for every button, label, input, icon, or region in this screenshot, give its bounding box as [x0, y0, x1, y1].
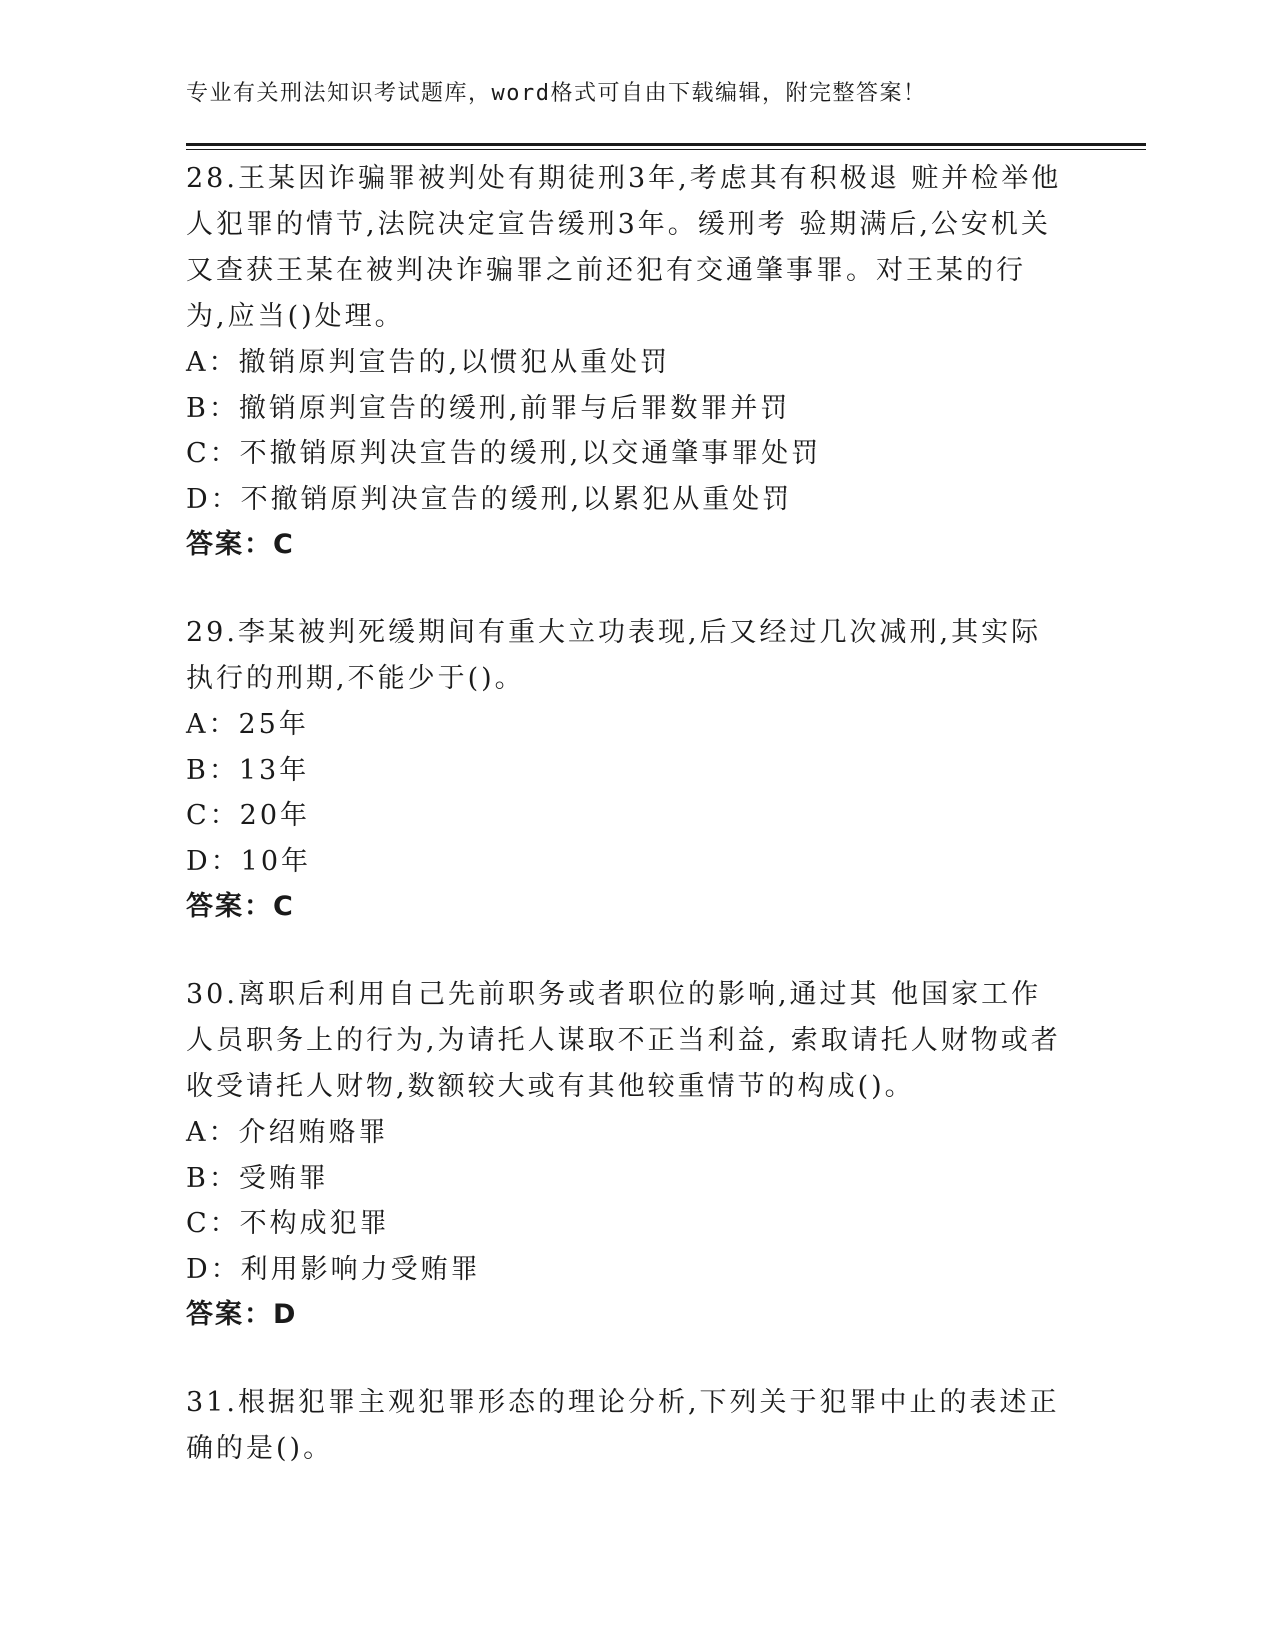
option-b: B：撤销原判宣告的缓刑,前罪与后罪数罪并罚 [186, 392, 791, 424]
header-rule-thick [186, 143, 1146, 146]
answer-label: 答案：C [186, 529, 295, 560]
header-rule-thin [186, 149, 1146, 150]
option-c: C：20年 [186, 800, 311, 831]
question-30 [186, 972, 1066, 1338]
question-stem: 29.李某被判死缓期间有重大立功表现,后又经过几次减刑,其实际执行的刑期,不能少于()。 [186, 617, 1042, 694]
question-stem: 28.王某因诈骗罪被判处有期徒刑3年,考虑其有积极退 赃并检举他人犯罪的情节,法院决定宣告缓刑3年。缓刑考 验期满后,公安机关又查获王某在被判决诈骗罪之前还犯有交通肇事罪。对王某的行为,应当()处理。 [186, 163, 1062, 332]
option-b: B：13年 [186, 754, 310, 786]
option-c: C：不构成犯罪 [186, 1208, 390, 1239]
answer-label: 答案：C [186, 891, 295, 922]
option-a: A：介绍贿赂罪 [186, 1117, 389, 1148]
question-stem: 30.离职后利用自己先前职务或者职位的影响,通过其 他国家工作人员职务上的行为,为请托人谋取不正当利益, 索取请托人财物或者收受请托人财物,数额较大或有其他较重情节的构成()。 [186, 979, 1061, 1102]
option-d: D：利用影响力受贿罪 [186, 1253, 481, 1285]
answer-label: 答案：D [186, 1299, 298, 1330]
question-28 [186, 156, 1066, 568]
option-d: D：不撤销原判决宣告的缓刑,以累犯从重处罚 [186, 483, 793, 515]
question-29 [186, 610, 1066, 930]
question-31 [186, 1380, 1066, 1472]
question-spacer [186, 568, 1066, 610]
question-spacer [186, 1338, 1066, 1380]
option-a: A：撤销原判宣告的,以惯犯从重处罚 [186, 347, 671, 378]
document-header: 专业有关刑法知识考试题库，word格式可自由下载编辑，附完整答案！ [186, 81, 927, 106]
option-a: A：25年 [186, 709, 309, 740]
option-d: D：10年 [186, 845, 312, 877]
question-stem: 31.根据犯罪主观犯罪形态的理论分析,下列关于犯罪中止的表述正确的是()。 [186, 1387, 1060, 1464]
question-spacer [186, 930, 1066, 972]
option-b: B：受贿罪 [186, 1162, 329, 1194]
question-list [186, 156, 1066, 1472]
option-c: C：不撤销原判决宣告的缓刑,以交通肇事罪处罚 [186, 438, 822, 469]
